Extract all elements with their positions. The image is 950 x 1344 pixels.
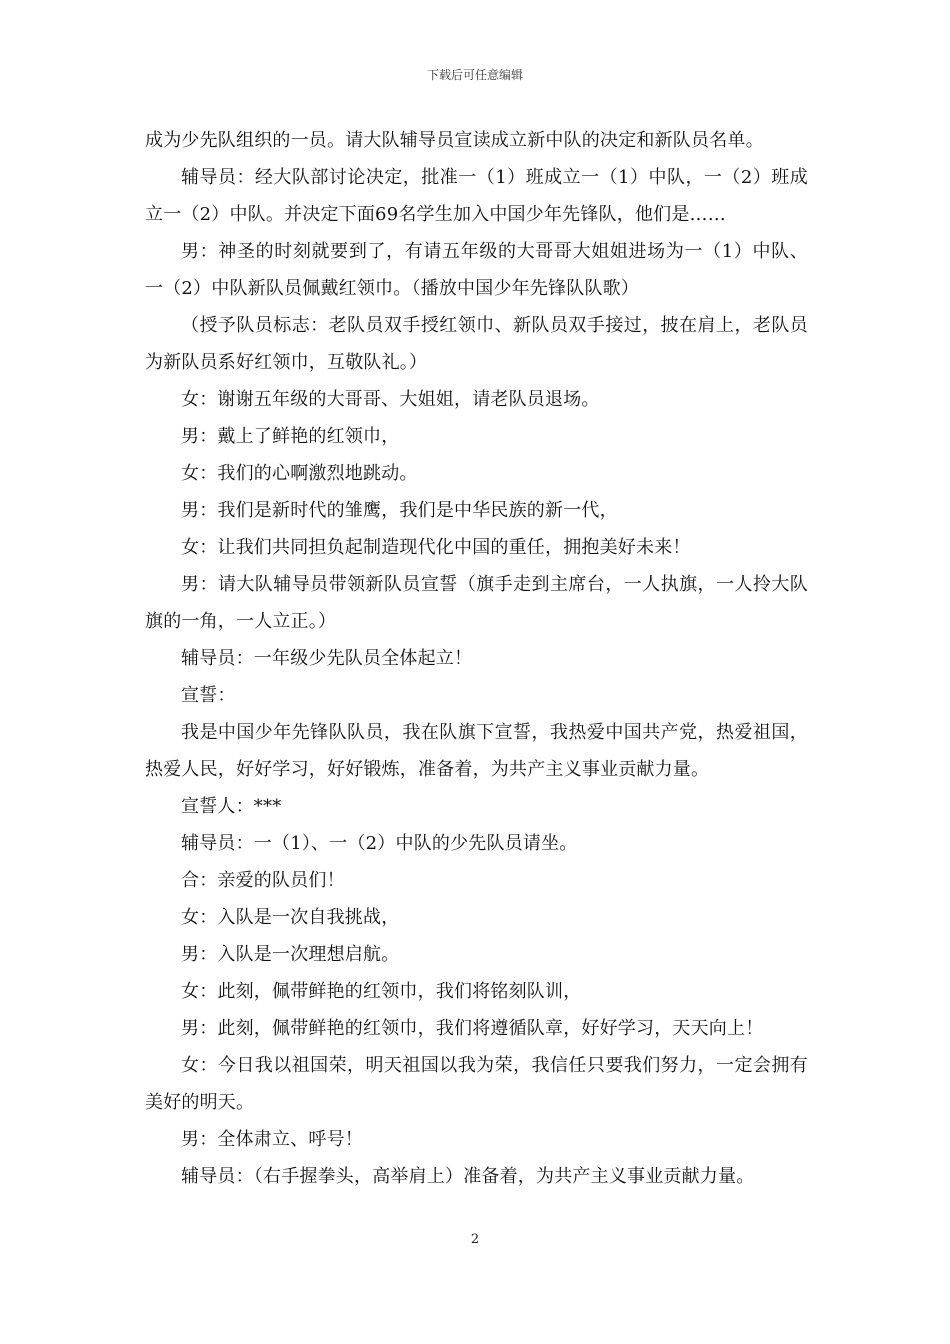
paragraph-11: 辅导员：一年级少先队员全体起立！	[181, 648, 473, 669]
paragraph-23: 辅导员：（右手握拳头，高举肩上）准备着，为共产主义事业贡献力量。	[181, 1166, 755, 1187]
paragraph-13: 我是中国少年先锋队队员，我在队旗下宣誓，我热爱中国共产党，热爱祖国，热爱人民，好好学习，好好锻炼，准备着，为共产主义事业贡献力量。	[145, 722, 808, 780]
paragraph-1: 成为少先队组织的一员。请大队辅导员宣读成立新中队的决定和新队员名单。	[145, 130, 764, 151]
page-number: 2	[470, 1232, 480, 1247]
paragraph-22: 男：全体肃立、呼号！	[181, 1129, 363, 1150]
page-header: 下载后可任意编辑	[426, 68, 523, 82]
paragraph-18: 男：入队是一次理想启航。	[181, 944, 400, 965]
paragraph-7: 女：我们的心啊激烈地跳动。	[181, 463, 418, 484]
paragraph-8: 男：我们是新时代的雏鹰，我们是中华民族的新一代，	[181, 500, 618, 521]
paragraph-2: 辅导员：经大队部讨论决定，批准一（1）班成立一（1）中队，一（2）班成立一（2）中队。并决定下面69名学生加入中国少年先锋队，他们是……	[145, 167, 808, 225]
paragraph-21: 女：今日我以祖国荣，明天祖国以我为荣，我信任只要我们努力，一定会拥有美好的明天。	[145, 1055, 808, 1113]
document-body	[145, 122, 808, 1195]
paragraph-3: 男：神圣的时刻就要到了，有请五年级的大哥哥大姐姐进场为一（1）中队、一（2）中队新队员佩戴红领巾。（播放中国少年先锋队队歌）	[145, 241, 808, 299]
paragraph-10: 男：请大队辅导员带领新队员宣誓（旗手走到主席台，一人执旗，一人拎大队旗的一角，一人立正。）	[145, 574, 808, 632]
paragraph-9: 女：让我们共同担负起制造现代化中国的重任，拥抱美好未来！	[181, 537, 691, 558]
paragraph-4: （授予队员标志：老队员双手授红领巾、新队员双手接过，披在肩上，老队员为新队员系好红领巾，互敬队礼。）	[145, 315, 808, 373]
paragraph-5: 女：谢谢五年级的大哥哥、大姐姐，请老队员退场。	[181, 389, 600, 410]
paragraph-12: 宣誓：	[181, 685, 236, 706]
paragraph-19: 女：此刻，佩带鲜艳的红领巾，我们将铭刻队训，	[181, 981, 582, 1002]
paragraph-16: 合：亲爱的队员们！	[181, 870, 345, 891]
paragraph-6: 男：戴上了鲜艳的红领巾，	[181, 426, 400, 447]
paragraph-20: 男：此刻，佩带鲜艳的红领巾，我们将遵循队章，好好学习，天天向上！	[181, 1018, 764, 1039]
paragraph-14: 宣誓人：***	[181, 796, 282, 817]
paragraph-17: 女：入队是一次自我挑战，	[181, 907, 400, 928]
paragraph-15: 辅导员：一（1）、一（2）中队的少先队员请坐。	[181, 833, 578, 854]
